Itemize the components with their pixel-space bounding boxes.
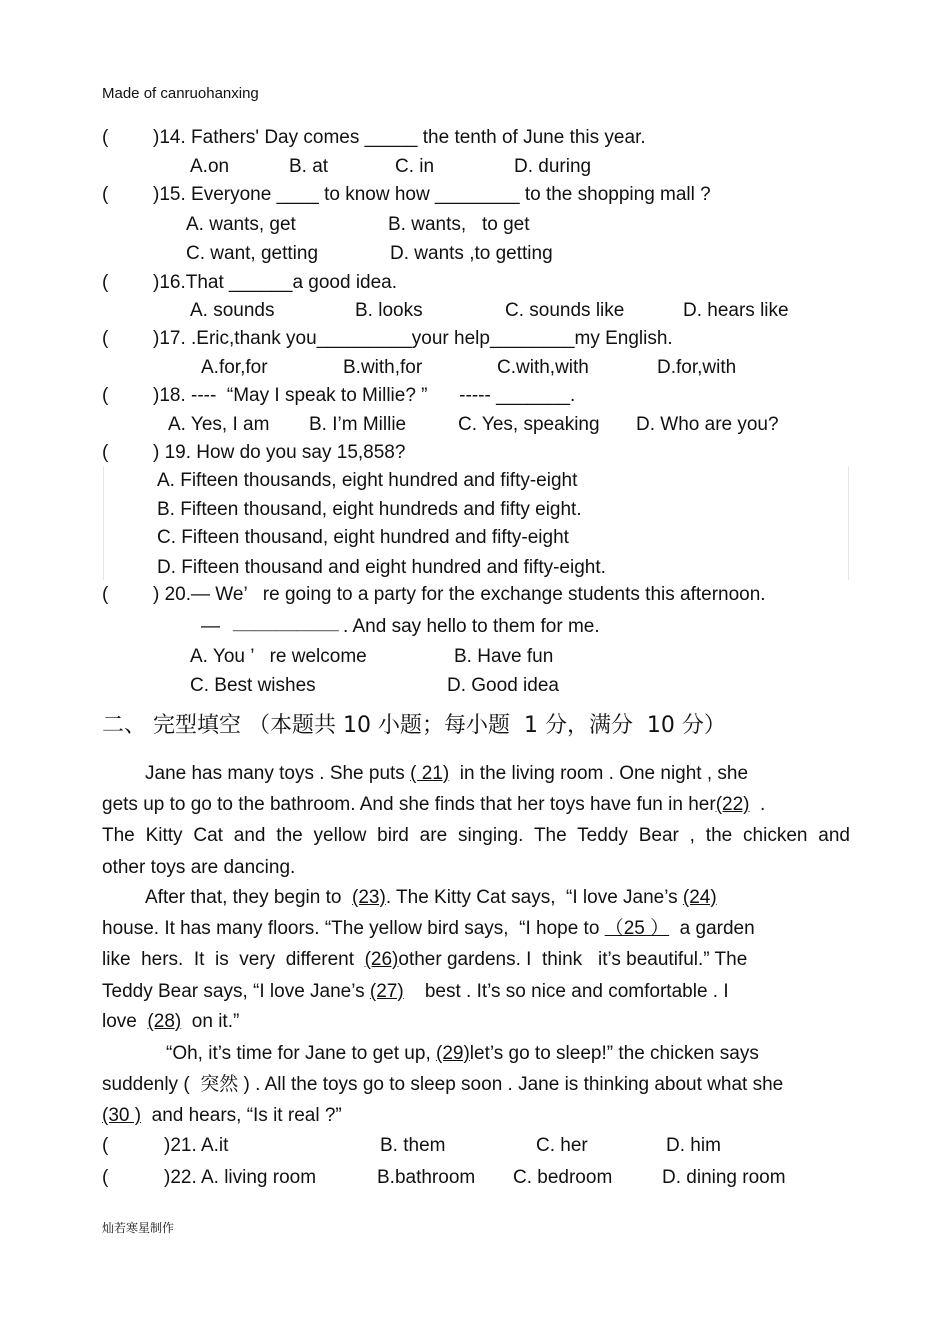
passage-line: other toys are dancing. xyxy=(102,857,296,878)
option-c: C. Yes, speaking xyxy=(458,414,600,435)
passage-line: love (28) on it.” xyxy=(102,1011,240,1032)
passage-line: suddenly ( 突然 ) . All the toys go to sleep soon . Jane is thinking about what she xyxy=(102,1074,784,1095)
option-d: D. Good idea xyxy=(447,675,559,696)
question-21-stem: )21. A.it xyxy=(164,1135,229,1156)
option-b: B. I’m Millie xyxy=(309,414,407,435)
passage-line: “Oh, it’s time for Jane to get up, (29)let’s go to sleep!” the chicken says xyxy=(166,1043,759,1064)
option-c: C. bedroom xyxy=(513,1167,613,1188)
option-b: B. Fifteen thousand, eight hundreds and fifty eight. xyxy=(157,499,582,520)
option-a: A. sounds xyxy=(190,300,275,321)
option-a: A.for,for xyxy=(201,357,268,378)
question-18-stem: )18. ---- “May I speak to Millie? ” ----- _______. xyxy=(153,385,576,406)
page-header: Made of canruohanxing xyxy=(102,85,259,102)
option-b: B.bathroom xyxy=(377,1167,476,1188)
answer-paren: ( xyxy=(102,1135,109,1156)
question-17-stem: )17. .Eric,thank you_________your help________my English. xyxy=(153,328,673,349)
blank-30: (30 ) xyxy=(102,1105,142,1126)
option-a: A. wants, get xyxy=(186,214,296,235)
frame-line-left xyxy=(103,466,104,580)
option-b: B.with,for xyxy=(343,357,423,378)
blank-27: (27) xyxy=(369,981,404,1002)
question-19-stem: ) 19. How do you say 15,858? xyxy=(153,442,406,463)
passage-line: Teddy Bear says, “I love Jane’s (27) best . It’s so nice and comfortable . I xyxy=(102,981,729,1002)
answer-paren: ( xyxy=(102,127,109,148)
option-c: C. Fifteen thousand, eight hundred and fifty-eight xyxy=(157,527,569,548)
passage-line: After that, they begin to (23). The Kitty Cat says, “I love Jane’s (24) xyxy=(145,887,717,908)
question-16-stem: )16.That ______a good idea. xyxy=(153,272,398,293)
option-a: A. Fifteen thousands, eight hundred and fifty-eight xyxy=(157,470,578,491)
blank-21: ( 21) xyxy=(410,763,450,784)
reply-blank: __________ xyxy=(233,613,339,634)
question-22-stem: )22. A. living room xyxy=(164,1167,317,1188)
answer-paren: ( xyxy=(102,1167,109,1188)
passage-line: house. It has many floors. “The yellow bird says, “I hope to （25 ） a garden xyxy=(102,918,755,939)
answer-paren: ( xyxy=(102,184,109,205)
option-b: B. wants, to get xyxy=(388,214,530,235)
answer-paren: ( xyxy=(102,385,109,406)
answer-paren: ( xyxy=(102,272,109,293)
blank-23: (23) xyxy=(352,887,386,908)
blank-28: (28) xyxy=(147,1011,182,1032)
option-d: D. during xyxy=(514,156,592,177)
answer-paren: ( xyxy=(102,328,109,349)
option-a: A.on xyxy=(190,156,230,177)
option-b: B. Have fun xyxy=(454,646,554,667)
blank-26: (26) xyxy=(364,949,399,970)
passage-line: Jane has many toys . She puts ( 21) in the living room . One night , she xyxy=(145,763,749,784)
passage-line: (30 ) and hears, “Is it real ?” xyxy=(102,1105,342,1126)
option-d: D. Fifteen thousand and eight hundred and fifty-eight. xyxy=(157,557,606,578)
page-footer: 灿若寒星制作 xyxy=(102,1221,175,1235)
passage-line: like hers. It is very different (26)other gardens. I think it’s beautiful.” The xyxy=(102,949,748,970)
passage-line: The Kitty Cat and the yellow bird are singing. The Teddy Bear , the chicken and xyxy=(102,825,850,846)
option-c: C. her xyxy=(536,1135,588,1156)
answer-paren: ( xyxy=(102,442,109,463)
option-d: D.for,with xyxy=(657,357,737,378)
option-d: D. dining room xyxy=(662,1167,786,1188)
blank-22: (22) xyxy=(715,794,750,815)
option-d: D. hears like xyxy=(683,300,789,321)
option-b: B. them xyxy=(380,1135,446,1156)
reply-dash: — xyxy=(201,616,220,637)
option-d: D. wants ,to getting xyxy=(390,243,553,264)
blank-24: (24) xyxy=(682,887,717,908)
reply-text: . And say hello to them for me. xyxy=(343,616,600,637)
option-b: B. looks xyxy=(355,300,423,321)
question-20-stem: ) 20.— We’ re going to a party for the exchange students this afternoon. xyxy=(153,584,766,605)
section-2-title: 二、 完型填空 （本题共 10 小题；每小题 1 分，满分 10 分） xyxy=(102,713,726,738)
blank-29: (29) xyxy=(436,1043,470,1064)
option-c: C. sounds like xyxy=(505,300,625,321)
option-c: C. want, getting xyxy=(186,243,319,264)
answer-paren: ( xyxy=(102,584,109,605)
option-a: A. Yes, I am xyxy=(168,414,270,435)
option-a: A. You ’ re welcome xyxy=(190,646,367,667)
blank-25: （25 ） xyxy=(604,918,670,939)
option-d: D. Who are you? xyxy=(636,414,779,435)
question-15-stem: )15. Everyone ____ to know how ________ to the shopping mall ? xyxy=(153,184,711,205)
passage-line: gets up to go to the bathroom. And she finds that her toys have fun in her(22) . xyxy=(102,794,766,815)
option-c: C. Best wishes xyxy=(190,675,316,696)
question-14-stem: )14. Fathers' Day comes _____ the tenth of June this year. xyxy=(153,127,646,148)
option-b: B. at xyxy=(289,156,329,177)
option-c: C. in xyxy=(395,156,435,177)
option-d: D. him xyxy=(666,1135,721,1156)
option-c: C.with,with xyxy=(497,357,589,378)
frame-line-right xyxy=(848,466,849,580)
